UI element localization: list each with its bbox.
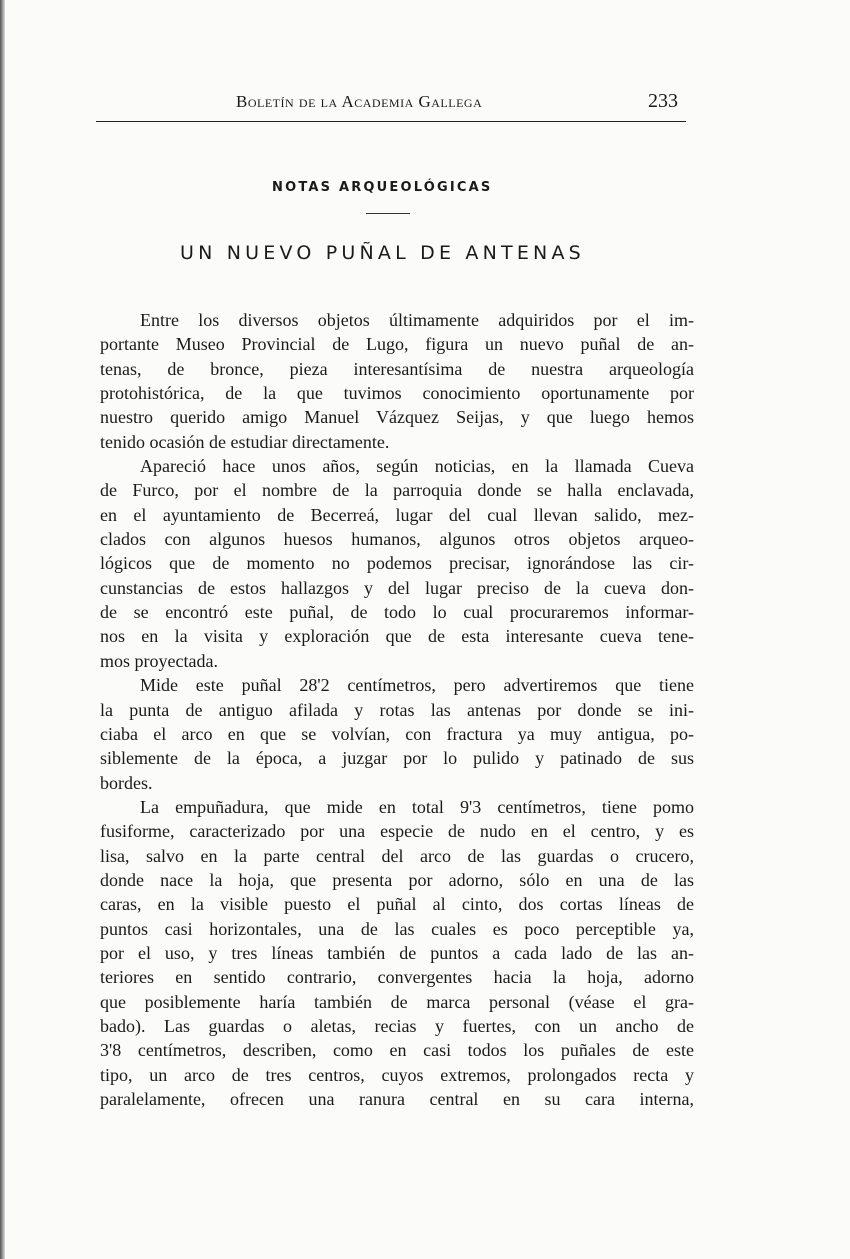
text-line: por el uso, y tres líneas también de puntos a cada lado de las an-	[100, 942, 694, 963]
text-line: portante Museo Provincial de Lugo, figura un nuevo puñal de an-	[100, 334, 694, 355]
text-line: cunstancias de estos hallazgos y del lugar preciso de la cueva don-	[100, 577, 694, 598]
text-line: nuestro querido amigo Manuel Vázquez Seijas, y que luego hemos	[100, 407, 694, 428]
section-title: NOTAS ARQUEOLÓGICAS	[272, 180, 493, 195]
text-line: ciaba el arco en que se volvían, con fractura ya muy antigua, po-	[100, 723, 694, 744]
text-line: donde nace la hoja, que presenta por adorno, sólo en una de las	[100, 869, 694, 890]
text-line: Apareció hace unos años, según noticias, en la llamada Cueva	[140, 456, 694, 477]
article-body	[100, 308, 694, 1111]
text-line: nos en la visita y exploración que de esta interesante cueva tene-	[100, 626, 694, 647]
text-line: puntos casi horizontales, una de las cuales es poco perceptible ya,	[100, 918, 694, 939]
text-line: lógicos que de momento no podemos precisar, ignorándose las cir-	[100, 553, 694, 574]
header-rule	[96, 121, 686, 122]
text-line: Mide este puñal 28'2 centímetros, pero advertiremos que tiene	[140, 675, 694, 696]
text-line: tenido ocasión de estudiar directamente.	[100, 431, 390, 452]
text-line: fusiforme, caracterizado por una especie de nudo en el centro, y es	[100, 821, 694, 842]
text-line: Entre los diversos objetos últimamente adquiridos por el im-	[140, 310, 694, 330]
text-line: 3'8 centímetros, describen, como en casi todos los puñales de este	[100, 1040, 694, 1061]
text-line: que posiblemente haría también de marca personal (véase el gra-	[100, 991, 694, 1012]
text-line: en el ayuntamiento de Becerreá, lugar del cual llevan salido, mez-	[100, 504, 694, 525]
text-line: la punta de antiguo afilada y rotas las antenas por donde se ini-	[100, 699, 694, 720]
running-head	[96, 86, 688, 116]
page-left-edge	[0, 0, 5, 1259]
text-line: paralelamente, ofrecen una ranura central en su cara interna,	[100, 1089, 694, 1109]
text-line: de se encontró este puñal, de todo lo cual procuraremos informar-	[100, 602, 694, 623]
text-line: clados con algunos huesos humanos, algunos otros objetos arqueo-	[100, 529, 694, 550]
text-line: teriores en sentido contrario, convergentes hacia la hoja, adorno	[100, 967, 694, 988]
text-line: siblemente de la época, a juzgar por lo pulido y patinado de sus	[100, 748, 694, 769]
text-line: de Furco, por el nombre de la parroquia donde se halla enclavada,	[100, 480, 694, 501]
text-line: La empuñadura, que mide en total 9'3 centímetros, tiene pomo	[140, 796, 694, 817]
text-line: caras, en la visible puesto el puñal al cinto, dos cortas líneas de	[100, 894, 694, 915]
text-line: bado). Las guardas o aletas, recias y fuertes, con un ancho de	[100, 1015, 694, 1036]
running-title: Boletín de la Academia Gallega	[236, 92, 483, 111]
text-line: bordes.	[100, 772, 153, 793]
text-line: lisa, salvo en la parte central del arco de las guardas o crucero,	[100, 845, 694, 866]
page-number: 233	[648, 90, 678, 112]
article-title: UN NUEVO PUÑAL DE ANTENAS	[180, 242, 585, 264]
text-line: tipo, un arco de tres centros, cuyos extremos, prolongados recta y	[100, 1064, 694, 1085]
section-divider	[366, 213, 410, 214]
text-line: protohistórica, de la que tuvimos conocimiento oportunamente por	[100, 383, 694, 404]
text-line: mos proyectada.	[100, 650, 218, 671]
text-line: tenas, de bronce, pieza interesantísima de nuestra arqueología	[100, 358, 694, 379]
